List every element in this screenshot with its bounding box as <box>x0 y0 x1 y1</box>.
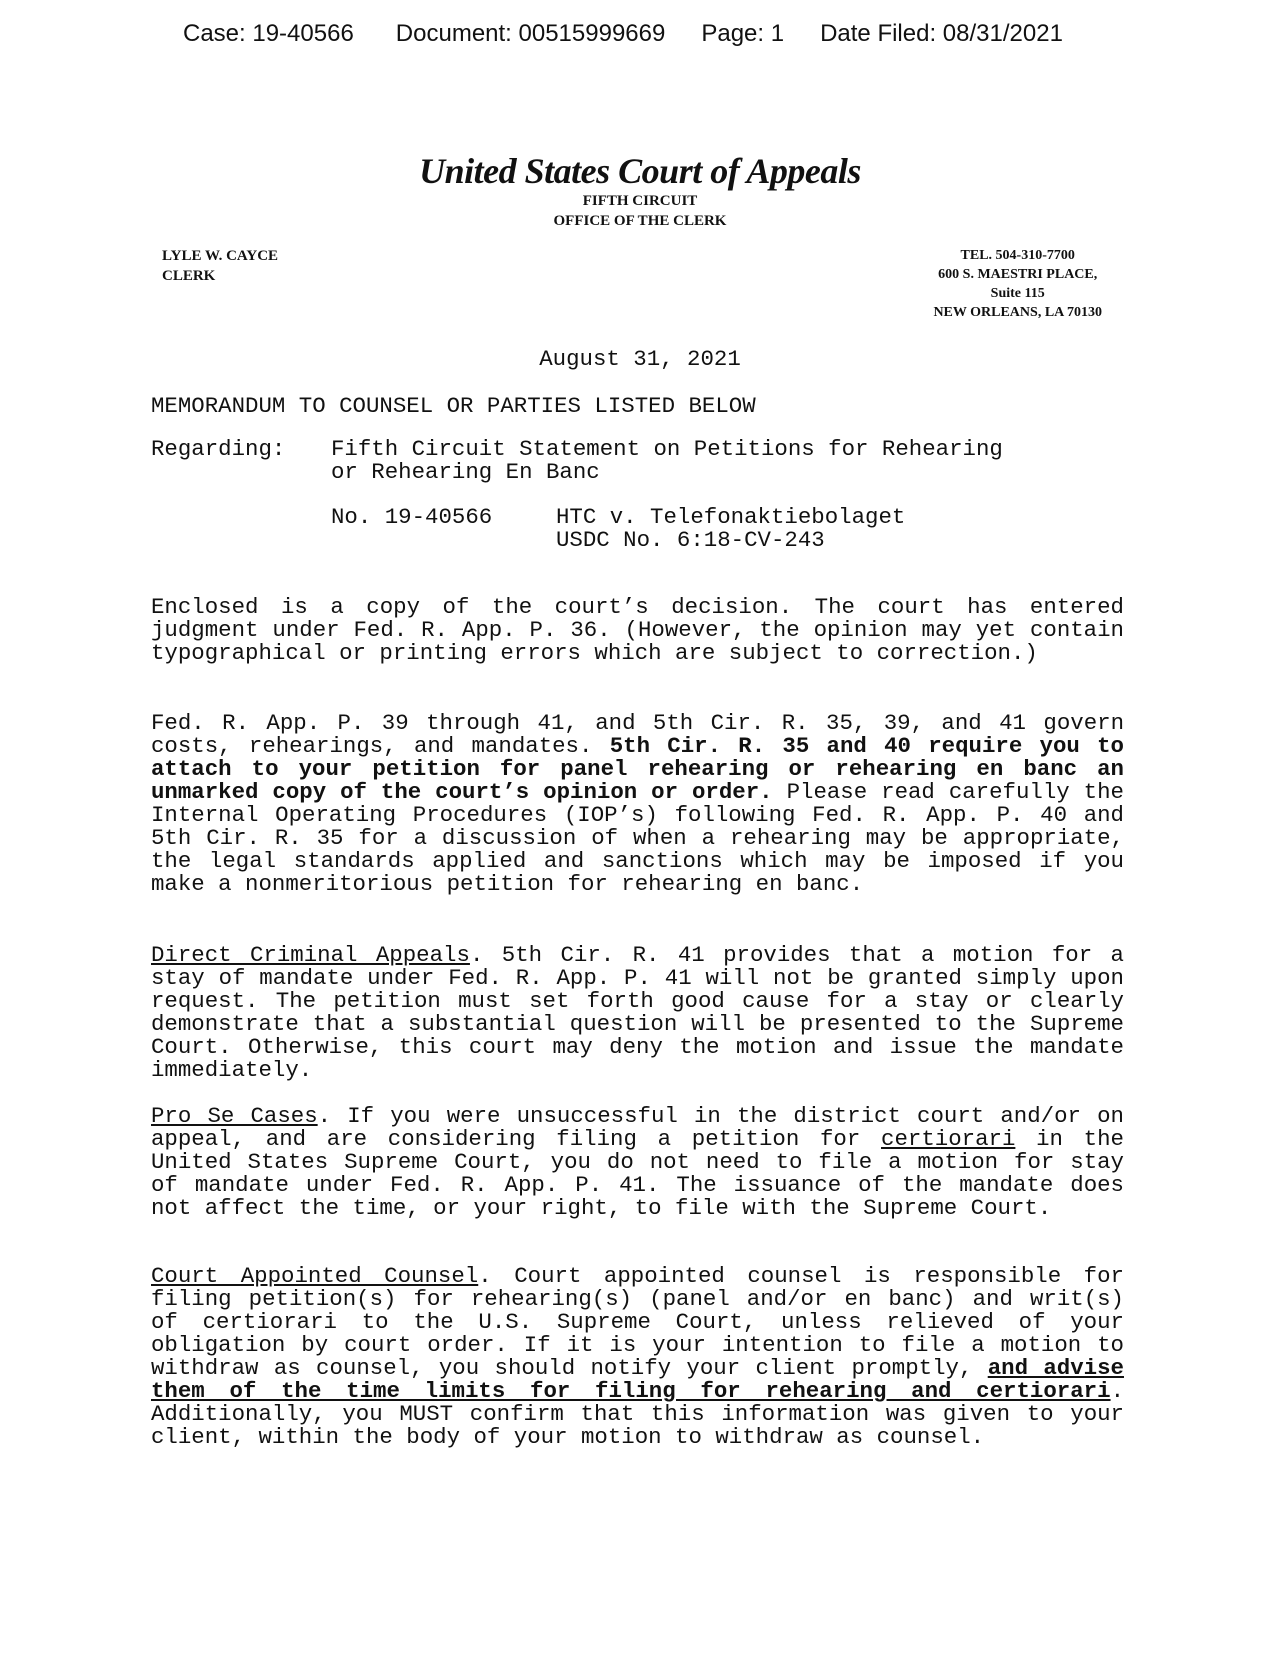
certiorari-term: certiorari <box>881 1126 1016 1152</box>
criminal-appeals-text: . 5th Cir. R. 41 provides that a motion for a stay of mandate under Fed. R. App. P. 41 will not be granted simply upon request. The petition must set forth good cause for a stay or clearly demonstrate that a substantial question will be presented to the Supreme Court. Otherwise, this court may deny the motion and issue the mandate immediately. <box>151 942 1124 1083</box>
appointed-counsel-text-continued: . Additionally, you MUST confirm that this information was given to your client, within the body of your motion to withdraw as counsel. <box>151 1378 1124 1450</box>
clerk-title: CLERK <box>162 268 216 284</box>
case-header <box>183 20 1063 48</box>
criminal-appeals-heading: Direct Criminal Appeals <box>151 942 470 968</box>
court-street: 600 S. MAESTRI PLACE, <box>938 267 1098 282</box>
court-suite: Suite 115 <box>990 286 1045 301</box>
court-office: OFFICE OF THE CLERK <box>553 213 727 229</box>
case-number-header: Case: 19-40566 <box>183 20 354 47</box>
date-filed-header: Date Filed: 08/31/2021 <box>820 20 1063 47</box>
case-style: HTC v. Telefonaktiebolaget USDC No. 6:18-CV-243 <box>556 504 906 553</box>
paragraph-decision: Enclosed is a copy of the court’s decision. The court has entered judgment under Fed. R. App. P. 36. (However, the opinion may yet contain typographical or printing errors which are subject to correction.) <box>151 594 1124 666</box>
court-telephone: TEL. 504-310-7700 <box>960 248 1075 263</box>
paragraph-rules <box>151 712 1124 896</box>
clerk-block <box>162 246 278 286</box>
pro-se-text: . If you were unsuccessful in the district court and/or on appeal, and are considering filing a petition for <box>151 1103 1124 1152</box>
regarding-text: Fifth Circuit Statement on Petitions for Rehearing or Rehearing En Banc <box>331 436 1003 485</box>
court-title: United States Court of Appeals <box>419 151 861 191</box>
case-number: No. 19-40566 <box>331 504 493 530</box>
rules-requirement: 5th Cir. R. 35 and 40 require you to attach to your petition for panel rehearing or rehearing en banc an unmarked copy of the court’s opinion or order. <box>151 733 1124 805</box>
pro-se-text-continued: in the United States Supreme Court, you do not need to file a motion for stay of mandate under Fed. R. App. P. 41. The issuance of the mandate does not affect the time, or your right, to file with the Supreme Court. <box>151 1126 1124 1221</box>
regarding-label: Regarding: <box>151 436 286 462</box>
rules-iop-text: Please read carefully the Internal Operating Procedures (IOP’s) following Fed. R. App. P. 40 and 5th Cir. R. 35 for a discussion of when a rehearing may be appropriate, the legal standards applied and sanctions which may be imposed if you make a nonmeritorious petition for rehearing en banc. <box>151 779 1124 897</box>
document-number-header: Document: 00515999669 <box>395 20 666 47</box>
clerk-name: LYLE W. CAYCE <box>162 248 279 264</box>
pro-se-heading: Pro Se Cases <box>151 1103 318 1129</box>
rules-text: Fed. R. App. P. 39 through 41, and 5th Cir. R. 35, 39, and 41 govern costs, rehearings, and mandates. <box>151 710 1124 759</box>
paragraph-pro-se <box>151 1105 1124 1220</box>
page-number-header: Page: 1 <box>701 20 785 47</box>
time-limits-notice: and advise them of the time limits for filing for rehearing and certiorari <box>151 1355 1124 1404</box>
court-circuit: FIFTH CIRCUIT <box>582 193 698 209</box>
paragraph-criminal-appeals <box>151 944 1124 1082</box>
paragraph-appointed-counsel <box>151 1265 1124 1449</box>
letter-date: August 31, 2021 <box>539 346 741 372</box>
appointed-counsel-heading: Court Appointed Counsel <box>151 1263 479 1289</box>
court-address <box>933 246 1102 322</box>
court-city: NEW ORLEANS, LA 70130 <box>933 305 1102 320</box>
appointed-counsel-text: . Court appointed counsel is responsible for filing petition(s) for rehearing(s) (panel and/or en banc) and writ(s) of certiorari to the U.S. Supreme Court, unless relieved of your obligation by court order. If it is your intention to file a motion to withdraw as counsel, you should notify your client promptly, <box>151 1263 1124 1381</box>
memo-heading: MEMORANDUM TO COUNSEL OR PARTIES LISTED BELOW <box>151 393 756 419</box>
